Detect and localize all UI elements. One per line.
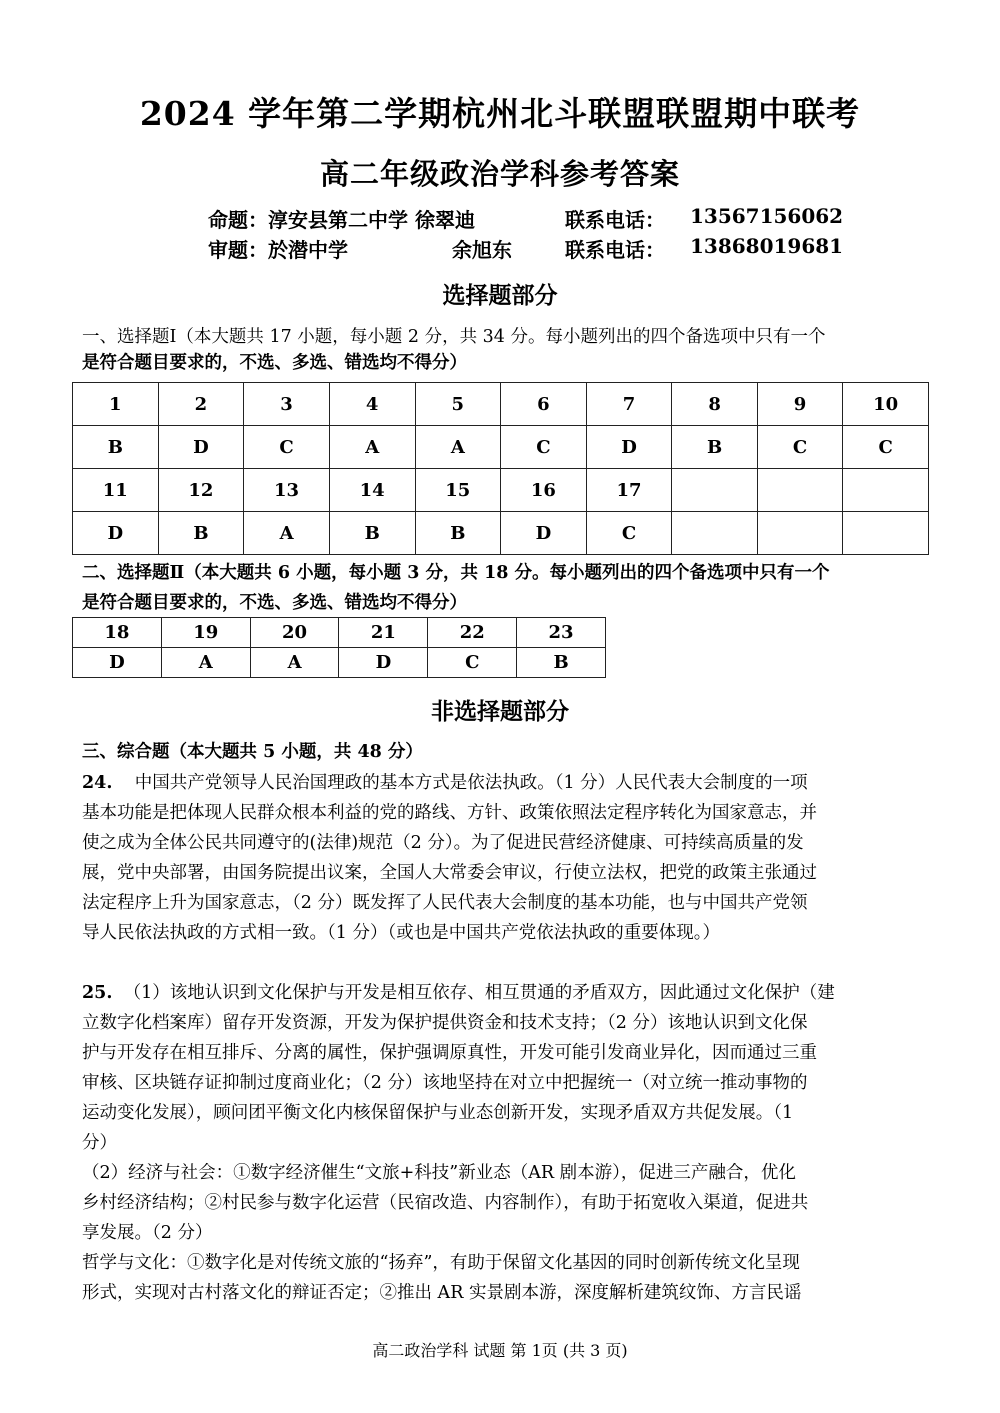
question-number: 13 [244, 469, 330, 512]
answer-cell: C [843, 426, 929, 469]
q25-line: 审核、区块链存证抑制过度商业化；（2 分）该地坚持在对立中把握统一（对立统一推动事物的 [82, 1073, 808, 1093]
answer-cell: B [415, 512, 501, 555]
q25-line: 享发展。（2 分） [82, 1223, 213, 1243]
question-number: 22 [428, 618, 517, 648]
answer-cell: D [586, 426, 672, 469]
question-number: 20 [250, 618, 339, 648]
answer-cell: B [158, 512, 244, 555]
part2-line1: 二、选择题Ⅱ（本大题共 6 小题，每小题 3 分，共 18 分。每小题列出的四个备选项中只有一个 [82, 563, 830, 583]
empty-cell [843, 469, 929, 512]
choice-section-heading: 选择题部分 [442, 282, 558, 309]
answer-cell: D [73, 648, 162, 678]
question-number: 2 [158, 383, 244, 426]
answer-cell: D [339, 648, 428, 678]
question-number: 9 [757, 383, 842, 426]
reviewer-phone-label: 联系电话： [565, 238, 665, 262]
author-phone-label: 联系电话： [565, 208, 665, 232]
table-row [73, 618, 606, 648]
q25-line: 乡村经济结构；②村民参与数字化运营（民宿改造、内容制作），有助于拓宽收入渠道，促进共 [82, 1193, 809, 1213]
answer-table-part1 [72, 382, 929, 555]
table-row [73, 426, 929, 469]
answer-table-part2 [72, 617, 606, 678]
question-number: 6 [501, 383, 587, 426]
answer-cell: A [415, 426, 501, 469]
q24-line: 法定程序上升为国家意志，（2 分）既发挥了人民代表大会制度的基本功能，也与中国共产党领 [82, 893, 808, 913]
answer-cell: A [244, 512, 330, 555]
answer-cell: B [672, 426, 757, 469]
q25-line: 运动变化发展），顾问团平衡文化内核保留保护与业态创新开发，实现矛盾双方共促发展。（1 [82, 1103, 794, 1123]
reviewer-name: 余旭东 [452, 238, 512, 262]
q25-line: （2）经济与社会：①数字经济催生“文旅+科技”新业态（AR 剧本游），促进三产融合，优化 [82, 1163, 796, 1183]
question-number: 23 [517, 618, 606, 648]
answer-cell: A [250, 648, 339, 678]
q24-line: 导人民依法执政的方式相一致。（1 分）（或也是中国共产党依法执政的重要体现。） [82, 923, 720, 943]
q24-number: 24. [82, 773, 113, 793]
q25-line: 哲学与文化：①数字化是对传统文旅的“扬弃”，有助于保留文化基因的同时创新传统文化呈现 [82, 1253, 800, 1273]
question-number: 4 [329, 383, 415, 426]
answer-cell: C [586, 512, 672, 555]
empty-cell [757, 469, 842, 512]
question-number: 17 [586, 469, 672, 512]
answer-cell: A [161, 648, 250, 678]
answer-cell: C [244, 426, 330, 469]
part1-line2: 是符合题目要求的，不选、多选、错选均不得分） [82, 353, 467, 373]
question-25-answer [82, 978, 922, 1308]
table-row [73, 383, 929, 426]
question-number: 7 [586, 383, 672, 426]
answer-cell: D [501, 512, 587, 555]
q25-line: 形式，实现对古村落文化的辩证否定；②推出 AR 实景剧本游，深度解析建筑纹饰、方言民谣 [82, 1283, 802, 1303]
q24-line: 展，党中央部署，由国务院提出议案，全国人大常委会审议，行使立法权，把党的政策主张通过 [82, 863, 817, 883]
q25-first-line [82, 978, 922, 1008]
question-number: 10 [843, 383, 929, 426]
question-number: 15 [415, 469, 501, 512]
q25-line: 分） [82, 1133, 117, 1153]
q24-line: 基本功能是把体现人民群众根本利益的党的路线、方针、政策依照法定程序转化为国家意志，并 [82, 803, 817, 823]
author-phone: 13567156062 [690, 204, 844, 228]
part2-line2: 是符合题目要求的，不选、多选、错选均不得分） [82, 593, 467, 613]
question-24-answer [82, 768, 922, 948]
question-number: 18 [73, 618, 162, 648]
question-number: 11 [73, 469, 159, 512]
question-number: 19 [161, 618, 250, 648]
question-number: 5 [415, 383, 501, 426]
answer-cell: A [329, 426, 415, 469]
nonchoice-section-heading: 非选择题部分 [431, 698, 569, 725]
q25-line: 护与开发存在相互排斥、分离的属性，保护强调原真性，开发可能引发商业异化，因而通过三重 [82, 1043, 817, 1063]
empty-cell [672, 512, 757, 555]
reviewer-label: 审题：於潜中学 [208, 238, 348, 262]
question-number: 1 [73, 383, 159, 426]
question-number: 21 [339, 618, 428, 648]
part1-instructions [82, 322, 922, 378]
q24-line: 使之成为全体公民共同遵守的(法律)规范（2 分）。为了促进民营经济健康、可持续高质量的发 [82, 833, 804, 853]
table-row [73, 648, 606, 678]
part2-instructions [82, 558, 922, 618]
answer-cell: C [501, 426, 587, 469]
question-number: 16 [501, 469, 587, 512]
reviewer-phone: 13868019681 [690, 234, 844, 258]
q25-number: 25. [82, 983, 113, 1003]
q25-line: 立数字化档案库）留存开发资源，开发为保护提供资金和技术支持；（2 分）该地认识到文化保 [82, 1013, 808, 1033]
question-number: 12 [158, 469, 244, 512]
answer-cell: D [73, 512, 159, 555]
answer-cell: B [517, 648, 606, 678]
question-number: 8 [672, 383, 757, 426]
answer-cell: B [73, 426, 159, 469]
answer-cell: C [757, 426, 842, 469]
q24-line: 中国共产党领导人民治国理政的基本方式是依法执政。（1 分）人民代表大会制度的一项 [134, 773, 808, 793]
answer-cell: C [428, 648, 517, 678]
answer-cell: D [158, 426, 244, 469]
table-row [73, 469, 929, 512]
question-number: 14 [329, 469, 415, 512]
page-title: 2024 学年第二学期杭州北斗联盟联盟期中联考 [139, 94, 861, 133]
table-row [73, 512, 929, 555]
answer-cell: B [329, 512, 415, 555]
page-footer: 高二政治学科 试题 第 1页 (共 3 页) [372, 1341, 628, 1360]
page-subtitle: 高二年级政治学科参考答案 [319, 157, 680, 191]
question-number: 3 [244, 383, 330, 426]
empty-cell [757, 512, 842, 555]
part1-line1: 一、选择题Ⅰ（本大题共 17 小题，每小题 2 分，共 34 分。每小题列出的四个备选项中只有一个 [82, 327, 826, 347]
author-label: 命题：淳安县第二中学 徐翠迪 [208, 208, 475, 232]
q24-first-line [82, 768, 922, 798]
q25-line: （1）该地认识到文化保护与开发是相互依存、相互贯通的矛盾双方，因此通过文化保护（建 [123, 983, 835, 1003]
empty-cell [843, 512, 929, 555]
empty-cell [672, 469, 757, 512]
part3-heading: 三、综合题（本大题共 5 小题，共 48 分） [82, 742, 423, 762]
